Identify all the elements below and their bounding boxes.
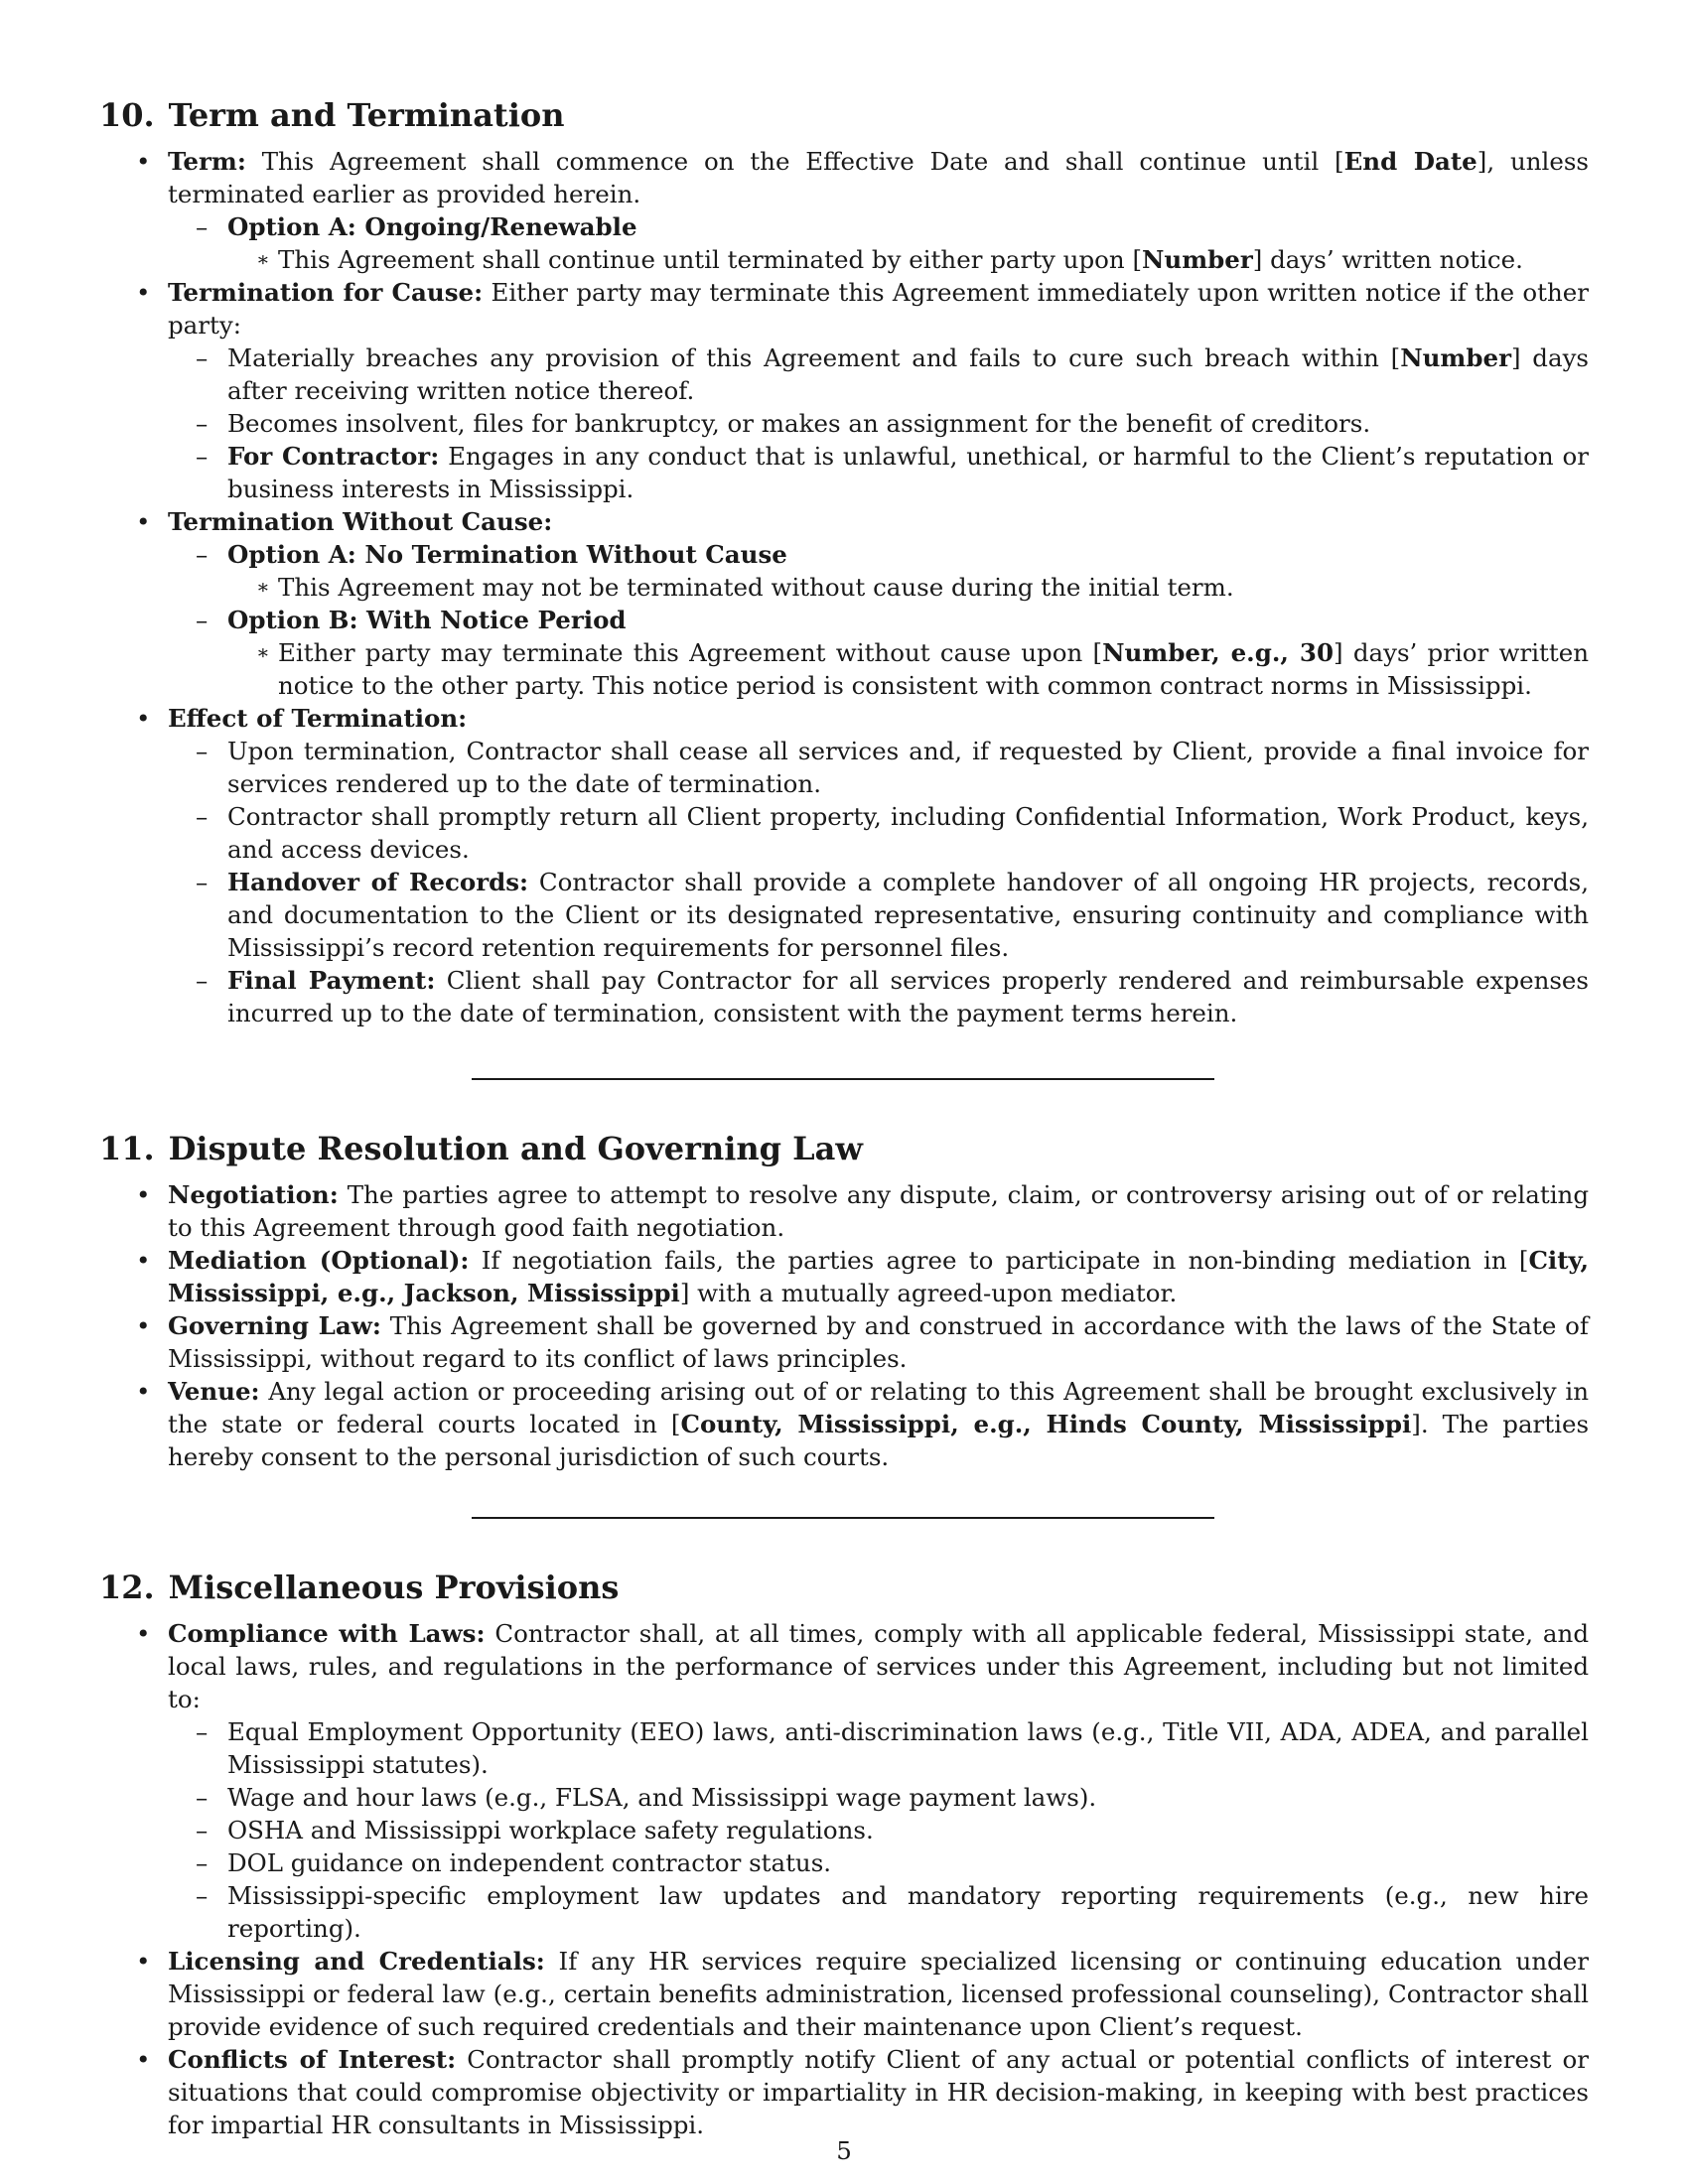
dash-marker: – bbox=[196, 212, 209, 241]
star-marker: ∗ bbox=[256, 575, 270, 599]
item-label: Termination for Cause: bbox=[168, 278, 484, 307]
item-text: The parties agree to attempt to resolve any dispute, claim, or controversy arising out of or relating to this Agreement through good faith negotiation. bbox=[168, 1180, 1589, 1242]
list-item-mediation bbox=[99, 1244, 1589, 1309]
item-text: If any HR services require specialized licensing or continuing education under Mississippi or federal law (e.g., certain benefits administration, licensed professional counseling), Contractor shall provide evidence of such required credentials and their maintenance upon Client’s request. bbox=[168, 1947, 1589, 2041]
list-item-governing-law bbox=[99, 1309, 1589, 1375]
dash-marker: – bbox=[196, 868, 209, 896]
placeholder-field: Number, e.g., 30 bbox=[1102, 638, 1334, 667]
sub-item bbox=[168, 866, 1589, 964]
bullet-marker: • bbox=[136, 1246, 151, 1275]
sub-item bbox=[168, 538, 1589, 604]
sub-item bbox=[168, 735, 1589, 800]
item-text: If negotiation fails, the parties agree to participate in non-binding mediation in [ bbox=[469, 1246, 1529, 1275]
section-11 bbox=[99, 1130, 1589, 1473]
list-item-effect-of-termination bbox=[99, 702, 1589, 1029]
item-text: ]. The parties hereby consent to the personal jurisdiction of such courts. bbox=[168, 1410, 1590, 1471]
item-label: Compliance with Laws: bbox=[168, 1619, 486, 1648]
item-text: Contractor shall promptly return all Client property, including Confidential Information, Work Product, keys, and access devices. bbox=[227, 802, 1589, 864]
section-title: Term and Termination bbox=[168, 96, 565, 134]
section-number: 11. bbox=[99, 1130, 155, 1167]
sub-item bbox=[168, 604, 1589, 702]
item-text: Contractor shall provide a complete handover of all ongoing HR projects, records, and documentation to the Client or its designated representative, ensuring continuity and compliance with Mississippi’s record retention requirements for personnel files. bbox=[227, 868, 1590, 962]
section-12 bbox=[99, 1569, 1589, 2141]
section-heading bbox=[99, 1569, 1589, 1606]
dash-marker: – bbox=[196, 1848, 209, 1877]
section-number: 12. bbox=[99, 1569, 155, 1606]
item-text: Any legal action or proceeding arising out of or relating to this Agreement shall be brought exclusively in the state or federal courts located in [ bbox=[168, 1377, 1589, 1438]
item-text: This Agreement shall continue until terminated by either party upon [ bbox=[278, 245, 1143, 274]
sub-item bbox=[168, 964, 1589, 1029]
item-text: Either party may terminate this Agreement without cause upon [ bbox=[278, 638, 1103, 667]
item-text: Equal Employment Opportunity (EEO) laws, anti-discrimination laws (e.g., Title VII, ADA, ADEA, and parallel Mississippi statutes). bbox=[227, 1717, 1589, 1779]
bullet-marker: • bbox=[136, 2045, 151, 2074]
item-text: Upon termination, Contractor shall cease all services and, if requested by Client, provide a final invoice for services rendered up to the date of termination. bbox=[227, 737, 1589, 798]
dash-marker: – bbox=[196, 737, 209, 765]
placeholder-field: City, Mississippi, e.g., Jackson, Mississippi bbox=[168, 1246, 1589, 1307]
sub-item bbox=[168, 1879, 1589, 1945]
item-text: Either party may terminate this Agreement immediately upon written notice if the other party: bbox=[168, 278, 1589, 340]
star-marker: ∗ bbox=[256, 247, 270, 271]
list-item-venue bbox=[99, 1375, 1589, 1473]
item-text: ], unless terminated earlier as provided herein. bbox=[168, 147, 1589, 208]
star-marker: ∗ bbox=[256, 640, 270, 664]
item-text: Wage and hour laws (e.g., FLSA, and Mississippi wage payment laws). bbox=[227, 1783, 1097, 1812]
item-label: Term: bbox=[168, 147, 246, 176]
item-text: Materially breaches any provision of this Agreement and fails to cure such breach within [ bbox=[227, 343, 1401, 372]
dash-marker: – bbox=[196, 540, 209, 569]
sub-item bbox=[168, 1814, 1589, 1846]
dash-marker: – bbox=[196, 1816, 209, 1844]
item-text: OSHA and Mississippi workplace safety regulations. bbox=[227, 1816, 874, 1844]
bullet-marker: • bbox=[136, 278, 151, 307]
bullet-marker: • bbox=[136, 1180, 151, 1209]
list-item-termination-without-cause bbox=[99, 505, 1589, 702]
sub-sub-item bbox=[227, 636, 1589, 702]
placeholder-field: End Date bbox=[1343, 147, 1477, 176]
sub-item bbox=[168, 1846, 1589, 1879]
sub-item bbox=[168, 341, 1589, 407]
section-heading bbox=[99, 1130, 1589, 1167]
bullet-marker: • bbox=[136, 704, 151, 733]
bullet-list bbox=[99, 1178, 1589, 1473]
sub-item bbox=[168, 800, 1589, 866]
item-label: Handover of Records: bbox=[227, 868, 529, 896]
list-item-compliance bbox=[99, 1617, 1589, 1945]
section-title: Miscellaneous Provisions bbox=[168, 1569, 620, 1606]
dash-marker: – bbox=[196, 802, 209, 831]
page-number: 5 bbox=[836, 2136, 852, 2165]
sub-item bbox=[168, 1715, 1589, 1781]
sub-sub-item bbox=[227, 243, 1589, 276]
item-text: DOL guidance on independent contractor status. bbox=[227, 1848, 832, 1877]
placeholder-field: Number bbox=[1400, 343, 1511, 372]
sub-item bbox=[168, 407, 1589, 440]
bullet-marker: • bbox=[136, 507, 151, 536]
item-text: ] days after receiving written notice thereof. bbox=[227, 343, 1589, 405]
item-text: ] with a mutually agreed-upon mediator. bbox=[679, 1279, 1178, 1307]
placeholder-field: Number bbox=[1142, 245, 1253, 274]
item-label: Effect of Termination: bbox=[168, 704, 468, 733]
placeholder-field: County, Mississippi, e.g., Hinds County, Mississippi bbox=[680, 1410, 1412, 1438]
section-divider bbox=[472, 1517, 1214, 1519]
bullet-marker: • bbox=[136, 1947, 151, 1976]
dash-marker: – bbox=[196, 1783, 209, 1812]
item-text: This Agreement may not be terminated without cause during the initial term. bbox=[278, 573, 1234, 602]
list-item-negotiation bbox=[99, 1178, 1589, 1244]
section-divider bbox=[472, 1078, 1214, 1080]
item-text: Contractor shall, at all times, comply with all applicable federal, Mississippi state, and local laws, rules, and regulations in the performance of services under this Agreement, including but not limited to: bbox=[168, 1619, 1589, 1713]
item-label: Negotiation: bbox=[168, 1180, 339, 1209]
item-text: This Agreement shall commence on the Effective Date and shall continue until [ bbox=[245, 147, 1344, 176]
item-label: Final Payment: bbox=[227, 966, 436, 995]
dash-marker: – bbox=[196, 1881, 209, 1910]
item-label: Mediation (Optional): bbox=[168, 1246, 470, 1275]
list-item-termination-for-cause bbox=[99, 276, 1589, 505]
item-text: Client shall pay Contractor for all services properly rendered and reimbursable expenses incurred up to the date of termination, consistent with the payment terms herein. bbox=[227, 966, 1589, 1027]
sub-item bbox=[168, 210, 1589, 276]
item-label: Licensing and Credentials: bbox=[168, 1947, 545, 1976]
item-text: Mississippi-specific employment law updates and mandatory reporting requirements (e.g., new hire reporting). bbox=[227, 1881, 1589, 1943]
bullet-marker: • bbox=[136, 147, 151, 176]
item-label: Conflicts of Interest: bbox=[168, 2045, 457, 2074]
section-heading bbox=[99, 96, 1589, 134]
sub-item bbox=[168, 1781, 1589, 1814]
item-text: ] days’ prior written notice to the other party. This notice period is consistent with common contract norms in Mississippi. bbox=[278, 638, 1589, 700]
sub-item bbox=[168, 440, 1589, 505]
item-text: Becomes insolvent, files for bankruptcy, or makes an assignment for the benefit of creditors. bbox=[227, 409, 1371, 438]
option-label: Option B: With Notice Period bbox=[227, 606, 627, 634]
item-label: Governing Law: bbox=[168, 1311, 381, 1340]
bullet-marker: • bbox=[136, 1311, 151, 1340]
item-label: Termination Without Cause: bbox=[168, 507, 553, 536]
list-item-conflicts bbox=[99, 2043, 1589, 2141]
dash-marker: – bbox=[196, 606, 209, 634]
dash-marker: – bbox=[196, 1717, 209, 1746]
dash-marker: – bbox=[196, 409, 209, 438]
item-label: Venue: bbox=[168, 1377, 260, 1406]
option-label: Option A: No Termination Without Cause bbox=[227, 540, 787, 569]
option-label: Option A: Ongoing/Renewable bbox=[227, 212, 637, 241]
dash-marker: – bbox=[196, 966, 209, 995]
section-number: 10. bbox=[99, 96, 155, 134]
item-label: For Contractor: bbox=[227, 442, 440, 471]
bullet-list bbox=[99, 145, 1589, 1029]
sub-sub-item bbox=[227, 571, 1589, 604]
section-10 bbox=[99, 96, 1589, 1029]
dash-marker: – bbox=[196, 442, 209, 471]
bullet-marker: • bbox=[136, 1619, 151, 1648]
section-title: Dispute Resolution and Governing Law bbox=[168, 1130, 863, 1167]
bullet-marker: • bbox=[136, 1377, 151, 1406]
list-item-term bbox=[99, 145, 1589, 276]
item-text: Contractor shall promptly notify Client of any actual or potential conflicts of interest or situations that could compromise objectivity or impartiality in HR decision-making, in keeping with best practices for impartial HR consultants in Mississippi. bbox=[168, 2045, 1589, 2139]
item-text: ] days’ written notice. bbox=[1252, 245, 1523, 274]
item-text: This Agreement shall be governed by and construed in accordance with the laws of the State of Mississippi, without regard to its conflict of laws principles. bbox=[168, 1311, 1590, 1373]
dash-marker: – bbox=[196, 343, 209, 372]
item-text: Engages in any conduct that is unlawful, unethical, or harmful to the Client’s reputation or business interests in Mississippi. bbox=[227, 442, 1590, 503]
bullet-list bbox=[99, 1617, 1589, 2141]
list-item-licensing bbox=[99, 1945, 1589, 2043]
